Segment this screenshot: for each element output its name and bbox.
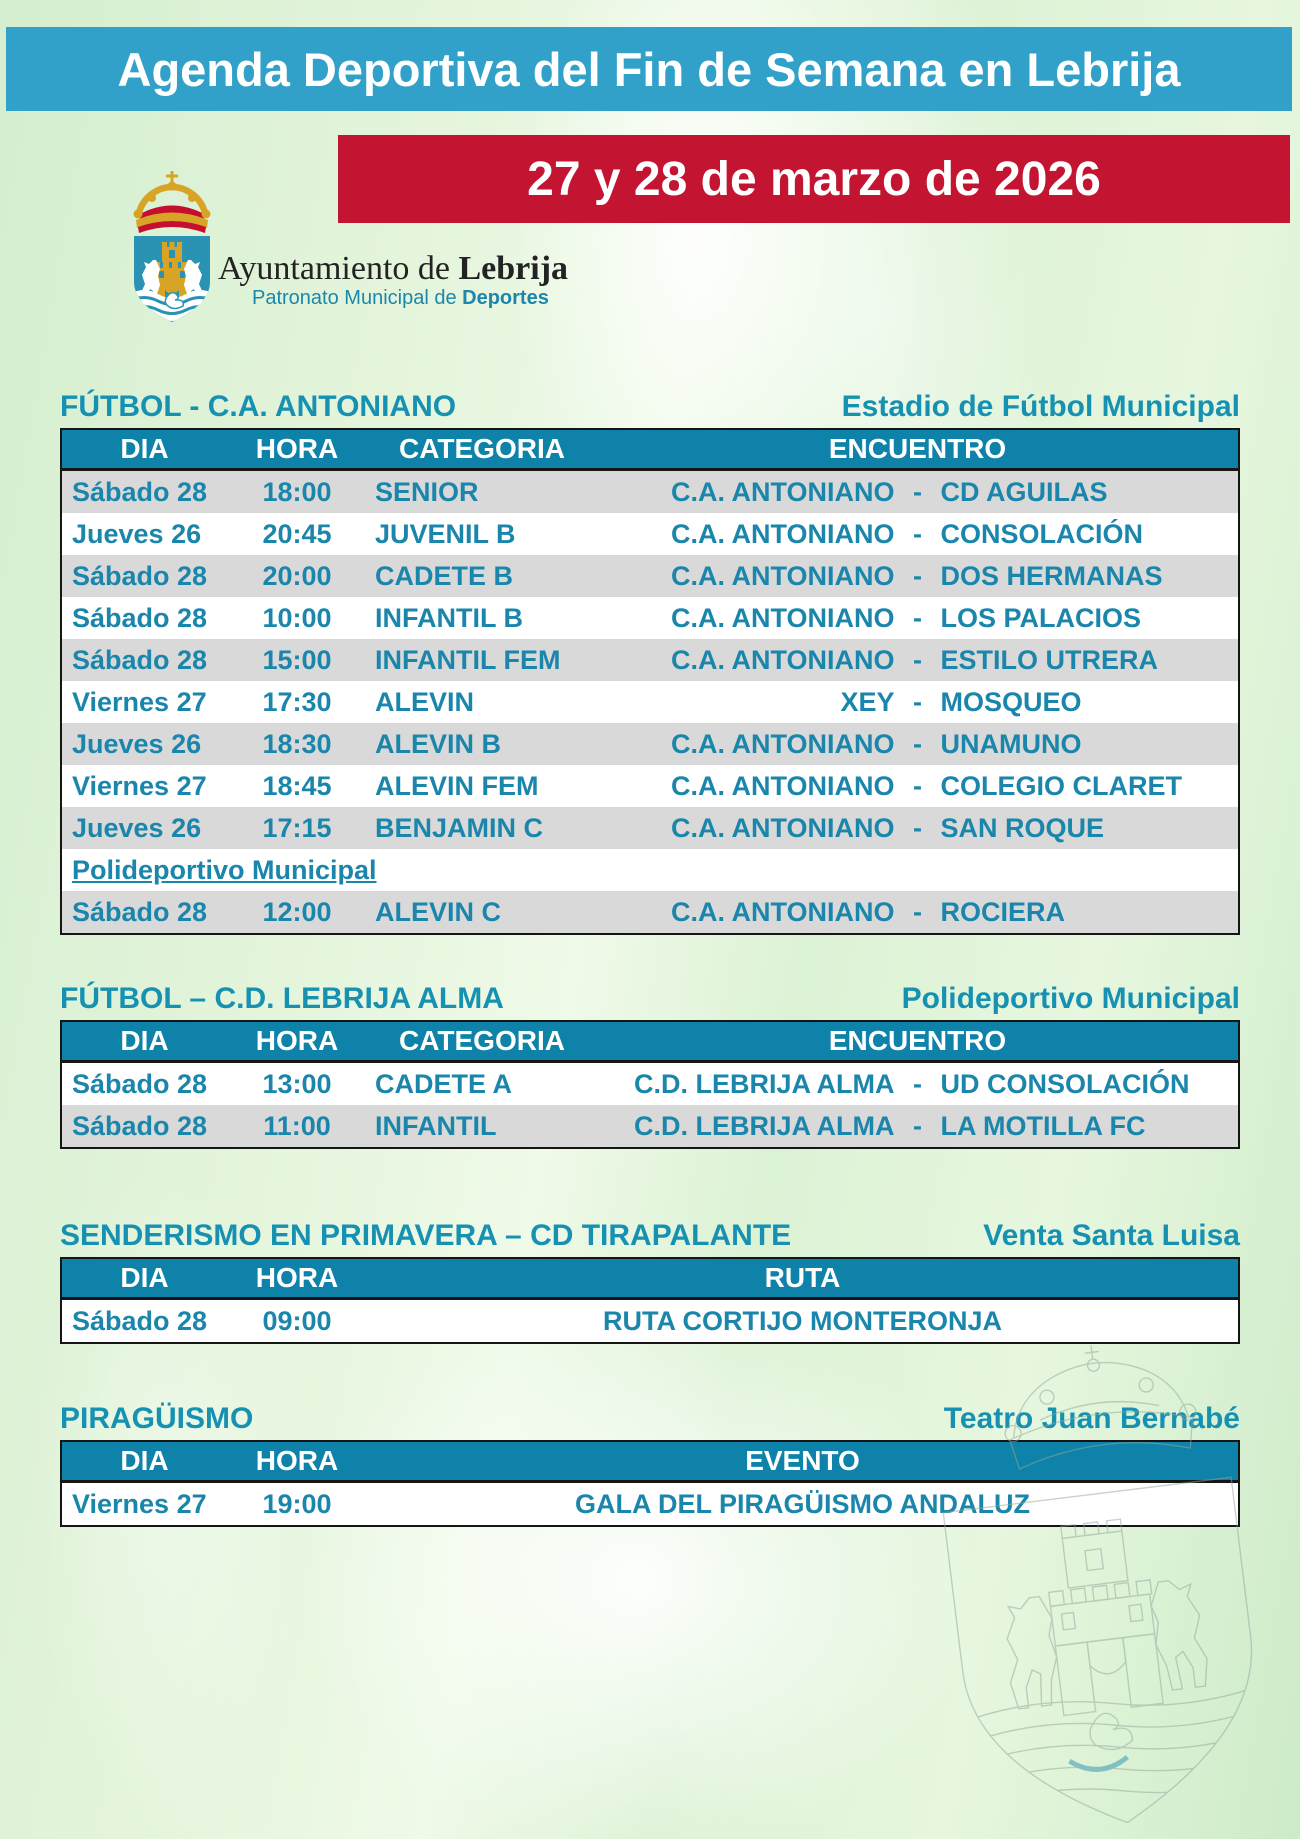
match-separator: - — [913, 896, 922, 927]
section-header — [60, 390, 1240, 424]
department-name — [252, 287, 772, 310]
match-separator: - — [913, 728, 922, 759]
section-title: SENDERISMO EN PRIMAVERA – CD TIRAPALANTE — [60, 1219, 792, 1252]
match-separator: - — [913, 1110, 922, 1141]
venue-subheader-row: Polideportivo Municipal — [62, 849, 1238, 891]
section-venue: Teatro Juan Bernabé — [943, 1402, 1240, 1435]
section-futbol-ca-antoniano — [60, 390, 1240, 935]
home-team: C.A. ANTONIANO — [670, 770, 895, 801]
away-team: ROCIERA — [940, 896, 1066, 927]
time-cell: 20:45 — [262, 518, 332, 549]
home-team: C.A. ANTONIANO — [670, 476, 895, 507]
away-team: DOS HERMANAS — [940, 560, 1163, 591]
day-cell: Jueves 26 — [72, 518, 202, 549]
away-team: CONSOLACIÓN — [940, 518, 1143, 549]
time-cell: 18:30 — [262, 728, 332, 759]
column-header: DIA — [120, 1445, 169, 1476]
match-cell — [597, 1111, 1238, 1142]
watermark-crown-outline — [996, 1334, 1200, 1471]
day-cell: Jueves 26 — [72, 812, 202, 843]
column-header: HORA — [255, 1025, 339, 1056]
organization-name — [218, 250, 778, 288]
home-team: C.A. ANTONIANO — [670, 644, 895, 675]
day-cell: Viernes 27 — [72, 1488, 207, 1519]
category-cell: INFANTIL — [375, 1110, 497, 1141]
category-cell: INFANTIL FEM — [375, 644, 561, 675]
column-header: HORA — [255, 1262, 339, 1293]
home-team: C.A. ANTONIANO — [670, 560, 895, 591]
home-team: C.A. ANTONIANO — [670, 812, 895, 843]
column-header: RUTA — [764, 1262, 841, 1293]
column-header: EVENTO — [745, 1445, 860, 1476]
day-cell: Jueves 26 — [72, 728, 202, 759]
day-cell: Sábado 28 — [72, 644, 208, 675]
time-cell: 10:00 — [262, 602, 332, 633]
schedule-table — [60, 428, 1240, 935]
section-title: FÚTBOL – C.D. LEBRIJA ALMA — [60, 982, 504, 1015]
lebrija-coat-of-arms-outline-watermark — [935, 1332, 1300, 1839]
column-header: CATEGORIA — [399, 1025, 565, 1056]
dept-name-bold: Deportes — [462, 287, 549, 309]
home-team: XEY — [840, 686, 895, 717]
column-header: DIA — [120, 1025, 169, 1056]
day-cell: Sábado 28 — [72, 896, 208, 927]
column-header: HORA — [255, 433, 339, 464]
shield-icon — [130, 236, 214, 326]
match-cell — [597, 897, 1238, 928]
away-team: LA MOTILLA FC — [940, 1110, 1146, 1141]
day-cell: Viernes 27 — [72, 686, 207, 717]
org-prefix: Ayuntamiento de — [218, 250, 459, 287]
event-cell: GALA DEL PIRAGÜISMO ANDALUZ — [575, 1488, 1030, 1519]
table-row — [62, 1063, 1238, 1105]
table-row — [62, 681, 1238, 723]
section-venue: Venta Santa Luisa — [983, 1219, 1240, 1252]
schedule-table — [60, 1257, 1240, 1344]
table-row — [62, 555, 1238, 597]
table-header-row — [62, 1259, 1238, 1300]
away-team: SAN ROQUE — [940, 812, 1105, 843]
crown-icon — [134, 171, 211, 233]
category-cell: CADETE A — [375, 1068, 513, 1099]
match-cell — [597, 519, 1238, 550]
match-cell — [597, 477, 1238, 508]
match-cell — [597, 561, 1238, 592]
section-futbol-cd-lebrija-alma — [60, 982, 1240, 1149]
away-team: UNAMUNO — [940, 728, 1082, 759]
table-header-row — [62, 1022, 1238, 1063]
home-team: C.A. ANTONIANO — [670, 602, 895, 633]
section-venue: Polideportivo Municipal — [901, 982, 1240, 1015]
day-cell: Sábado 28 — [72, 1305, 208, 1336]
time-cell: 13:00 — [262, 1068, 332, 1099]
time-cell: 19:00 — [262, 1488, 332, 1519]
table-row — [62, 1105, 1238, 1147]
category-cell: JUVENIL B — [375, 518, 516, 549]
day-cell: Sábado 28 — [72, 560, 208, 591]
table-row — [62, 807, 1238, 849]
match-cell — [597, 645, 1238, 676]
match-separator: - — [913, 560, 922, 591]
time-cell: 20:00 — [262, 560, 332, 591]
day-cell: Sábado 28 — [72, 476, 208, 507]
away-team: ESTILO UTRERA — [940, 644, 1159, 675]
away-team: LOS PALACIOS — [940, 602, 1142, 633]
section-title: FÚTBOL - C.A. ANTONIANO — [60, 390, 457, 423]
category-cell: CADETE B — [375, 560, 514, 591]
away-team: MOSQUEO — [940, 686, 1082, 717]
match-separator: - — [913, 518, 922, 549]
section-title: PIRAGÜISMO — [60, 1402, 254, 1435]
home-team: C.A. ANTONIANO — [670, 728, 895, 759]
column-header: HORA — [255, 1445, 339, 1476]
section-header — [60, 982, 1240, 1016]
match-cell — [597, 603, 1238, 634]
category-cell: INFANTIL B — [375, 602, 523, 633]
time-cell: 09:00 — [262, 1305, 332, 1336]
watermark-shield-outline — [938, 1477, 1276, 1839]
away-team: UD CONSOLACIÓN — [940, 1068, 1190, 1099]
dept-prefix: Patronato Municipal de — [252, 287, 463, 309]
title-banner-text: Agenda Deportiva del Fin de Semana en Lebrija — [117, 42, 1181, 96]
away-team: CD AGUILAS — [940, 476, 1108, 507]
table-row — [62, 597, 1238, 639]
match-separator: - — [913, 476, 922, 507]
table-row — [62, 765, 1238, 807]
table-row — [62, 723, 1238, 765]
column-header: CATEGORIA — [399, 433, 565, 464]
event-cell: RUTA CORTIJO MONTERONJA — [602, 1305, 1002, 1336]
time-cell: 12:00 — [262, 896, 332, 927]
day-cell: Sábado 28 — [72, 1068, 208, 1099]
match-cell — [597, 813, 1238, 844]
match-cell — [597, 771, 1238, 802]
match-cell — [597, 729, 1238, 760]
table-header-row — [62, 430, 1238, 471]
match-cell — [597, 687, 1238, 718]
time-cell: 17:30 — [262, 686, 332, 717]
lebrija-coat-of-arms-icon — [128, 170, 216, 326]
category-cell: ALEVIN C — [375, 896, 502, 927]
match-separator: - — [913, 686, 922, 717]
table-row — [62, 513, 1238, 555]
category-cell: ALEVIN FEM — [375, 770, 539, 801]
match-separator: - — [913, 1068, 922, 1099]
home-team: C.D. LEBRIJA ALMA — [634, 1068, 895, 1099]
org-name-bold: Lebrija — [458, 250, 569, 287]
match-cell — [597, 1069, 1238, 1100]
time-cell: 17:15 — [262, 812, 332, 843]
time-cell: 15:00 — [262, 644, 332, 675]
day-cell: Sábado 28 — [72, 1110, 208, 1141]
column-header: DIA — [120, 1262, 169, 1293]
category-cell: ALEVIN — [375, 686, 475, 717]
time-cell: 18:45 — [262, 770, 332, 801]
time-cell: 18:00 — [262, 476, 332, 507]
section-header — [60, 1219, 1240, 1253]
date-banner — [338, 135, 1290, 223]
category-cell: SENIOR — [375, 476, 479, 507]
table-row — [62, 471, 1238, 513]
title-banner — [6, 27, 1292, 111]
time-cell: 11:00 — [263, 1110, 331, 1141]
column-header: ENCUENTRO — [828, 1025, 1007, 1056]
column-header: DIA — [120, 433, 169, 464]
home-team: C.A. ANTONIANO — [670, 896, 895, 927]
day-cell: Viernes 27 — [72, 770, 207, 801]
column-header: ENCUENTRO — [828, 433, 1007, 464]
table-row — [62, 639, 1238, 681]
away-team: COLEGIO CLARET — [940, 770, 1182, 801]
table-row — [62, 891, 1238, 933]
match-separator: - — [913, 812, 922, 843]
day-cell: Sábado 28 — [72, 602, 208, 633]
home-team: C.D. LEBRIJA ALMA — [634, 1110, 895, 1141]
date-banner-text: 27 y 28 de marzo de 2026 — [527, 152, 1101, 206]
match-separator: - — [913, 602, 922, 633]
match-separator: - — [913, 644, 922, 675]
schedule-table — [60, 1020, 1240, 1149]
section-senderismo — [60, 1219, 1240, 1344]
section-venue: Estadio de Fútbol Municipal — [841, 390, 1240, 423]
home-team: C.A. ANTONIANO — [670, 518, 895, 549]
match-separator: - — [913, 770, 922, 801]
category-cell: BENJAMIN C — [375, 812, 544, 843]
category-cell: ALEVIN B — [375, 728, 502, 759]
